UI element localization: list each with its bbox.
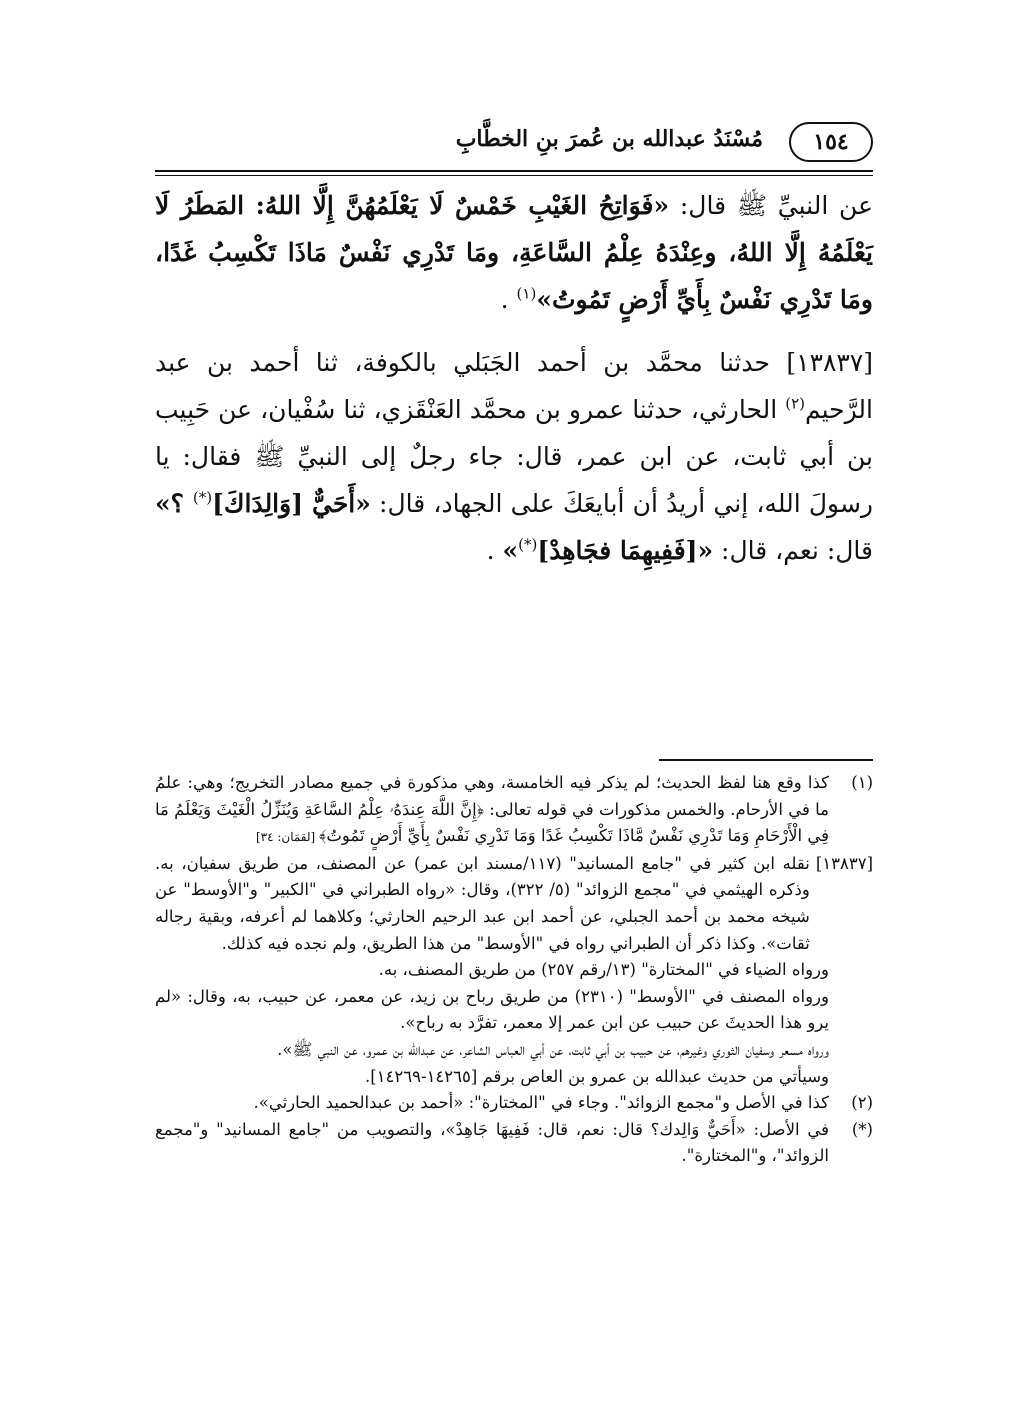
- paragraph-hadith-1: [155, 182, 873, 323]
- footnote-ref-star-2: (*): [518, 535, 538, 554]
- p1-intro: عن النبيِّ ﷺ قال:: [669, 191, 874, 220]
- footnote-2-body: كذا في الأصل و"مجمع الزوائد". وجاء في "المختارة": «أحمد بن عبدالحميد الحارثي».: [253, 1093, 829, 1113]
- footnote-1-verse-ref: [لقمَان: ٣٤]: [255, 830, 320, 845]
- p2-quote-2: «[فَفِيهِمَا فجَاهِدْ]: [537, 536, 714, 565]
- p2-text-c: قال: نعم، قال:: [713, 536, 873, 565]
- page-number: [789, 122, 873, 162]
- footnote-2-mark: (٢): [851, 1093, 873, 1113]
- p1-quote: «فَوَاتِحُ الغَيْبِ خَمْسٌ لَا يَعْلَمُهُنَّ إِلَّا اللهُ: المَطَرُ لَا يَعْلَمُهُ إِلَّا اللهُ، وعِنْدَهُ عِلْمُ السَّاعَةِ، ومَا تَدْرِي نَفْسٌ مَاذَا تَكْسِبُ غَدًا، ومَا تَدْرِي نَفْسٌ بِأَيِّ أَرْضٍ تَمُوتُ»: [155, 191, 873, 314]
- footnote-ref-star-1: (*): [192, 488, 213, 507]
- footnote-star: [155, 1117, 873, 1170]
- footnote-13837-mark: [١٣٨٣٧]: [815, 853, 873, 873]
- footnote-1-quran-verse: ﴿إِنَّ اللَّهَ عِندَهُۥ عِلْمُ السَّاعَةِ وَيُنَزِّلُ الْغَيْثَ وَيَعْلَمُ مَا فِي الْأَرْحَامِ وَمَا تَدْرِي نَفْسٌ مَّاذَا تَكْسِبُ غَدًا وَمَا تَدْرِي نَفْسٌ بِأَيِّ أَرْضٍ تَمُوتُ﴾: [155, 799, 829, 846]
- footnote-13837-line: ورواه المصنف في "الأوسط" (٢٣١٠) من طريق رباح بن زيد، عن معمر، عن حبيب، به، وقال: «لم يرو هذا الحديثَ عن حبيب عن ابن عمر إلا معمر، تفرَّد به رباح».: [155, 986, 829, 1033]
- footnote-13837: [155, 851, 873, 957]
- footnote-13837-line: نقله ابن كثير في "جامع المسانيد" (١١٧/مسند ابن عمر) عن المصنف، من طريق سفيان، به. وذكره الهيثمي في "مجمع الزوائد" (٥/ ٣٢٢)، وقال: «رواه الطبراني في "الكبير" و"الأوسط" عن شيخه محمد بن أحمد الجبلي، عن أحمد ابن عبد الرحيم الحارثي؛ وكلاهما لم أعرفه، وبقية رجاله ثقات». وكذا ذكر أن الطبراني رواه في "الأوسط" من هذا الطريق، ولم نجده فيه كذلك.: [155, 853, 810, 953]
- footnote-13837-line: وسيأتي من حديث عبدالله بن عمرو بن العاص برقم [١٤٢٦٥-١٤٢٦٩].: [364, 1066, 829, 1086]
- footnote-ref-1: (١): [516, 284, 537, 303]
- footnote-13837-cont-body: [155, 957, 829, 1090]
- footnote-13837-body: [155, 851, 810, 957]
- header-rule-thin: [155, 175, 873, 176]
- header-rule: [155, 170, 873, 172]
- footnote-13837-cont: [155, 957, 873, 1090]
- p2-quote-1: «أَحَيٌّ [وَالِدَاكَ]: [212, 489, 371, 518]
- p1-end: .: [500, 285, 517, 314]
- footnote-1-body: [155, 770, 829, 851]
- p2-quote-2-end: »: [502, 536, 519, 565]
- running-title: مُسْنَدُ عبدالله بن عُمرَ بنِ الخطَّابِ: [455, 126, 763, 152]
- footnote-separator: [659, 759, 873, 761]
- page-header: [155, 118, 873, 166]
- footnote-2: [155, 1090, 873, 1117]
- p2-quote-1-end: ؟»: [155, 489, 193, 518]
- footnotes: [155, 770, 873, 1170]
- footnote-13837-line: ورواه الضياء في "المختارة" (١٣/رقم ٢٥٧) من طريق المصنف، به.: [378, 960, 829, 980]
- page-number-text: ١٥٤: [813, 129, 849, 155]
- footnote-star-body: في الأصل: «أَحَيٌّ وَالِدك؟ قال: نعم، قال: فَفِيهَا جَاهِدْ»، والتصويب من "جامع المسانيد" و"مجمع الزوائد"، و"المختارة".: [155, 1119, 829, 1166]
- footnote-1: [155, 770, 873, 851]
- paragraph-hadith-13837: [155, 339, 873, 574]
- footnote-ref-2: (٢): [785, 394, 805, 413]
- p2-text-b: الحارثي، حدثنا عمرو بن محمَّد العَنْقَزي، ثنا سُفْيان، عن حَبِيب بن أبي ثابت، عن ابن عمر، قال: جاء رجلٌ إلى النبيِّ ﷺ فقال: يا رسولَ الله، إني أريدُ أن أبايعَكَ على الجهاد، قال:: [155, 395, 873, 518]
- p2-text-a: [١٣٨٣٧] حدثنا محمَّد بن أحمد الجَبَلي بالكوفة، ثنا أحمد بن عبد الرَّحيم: [155, 348, 873, 424]
- footnote-1-text: كذا وقع هنا لفظ الحديث؛ لم يذكر فيه الخامسة، وهي مذكورة في جميع مصادر التخريج؛ وهي: علمُ ما في الأرحام. والخمس مذكورات في قوله تعالى:: [155, 773, 829, 819]
- footnote-1-mark: (١): [851, 773, 873, 792]
- footnote-13837-line: ورواه مسعر وسفيان الثوري وغيرهم، عن حبيب بن أبي ثابت، عن أبي العباس الشاعر، عن عبدالله بن عمرو، عن النبي ﷺ».: [277, 1039, 829, 1059]
- p2-end: .: [486, 536, 503, 565]
- page: [155, 118, 873, 1378]
- footnote-star-mark: (*): [851, 1119, 873, 1139]
- main-text: [155, 182, 873, 574]
